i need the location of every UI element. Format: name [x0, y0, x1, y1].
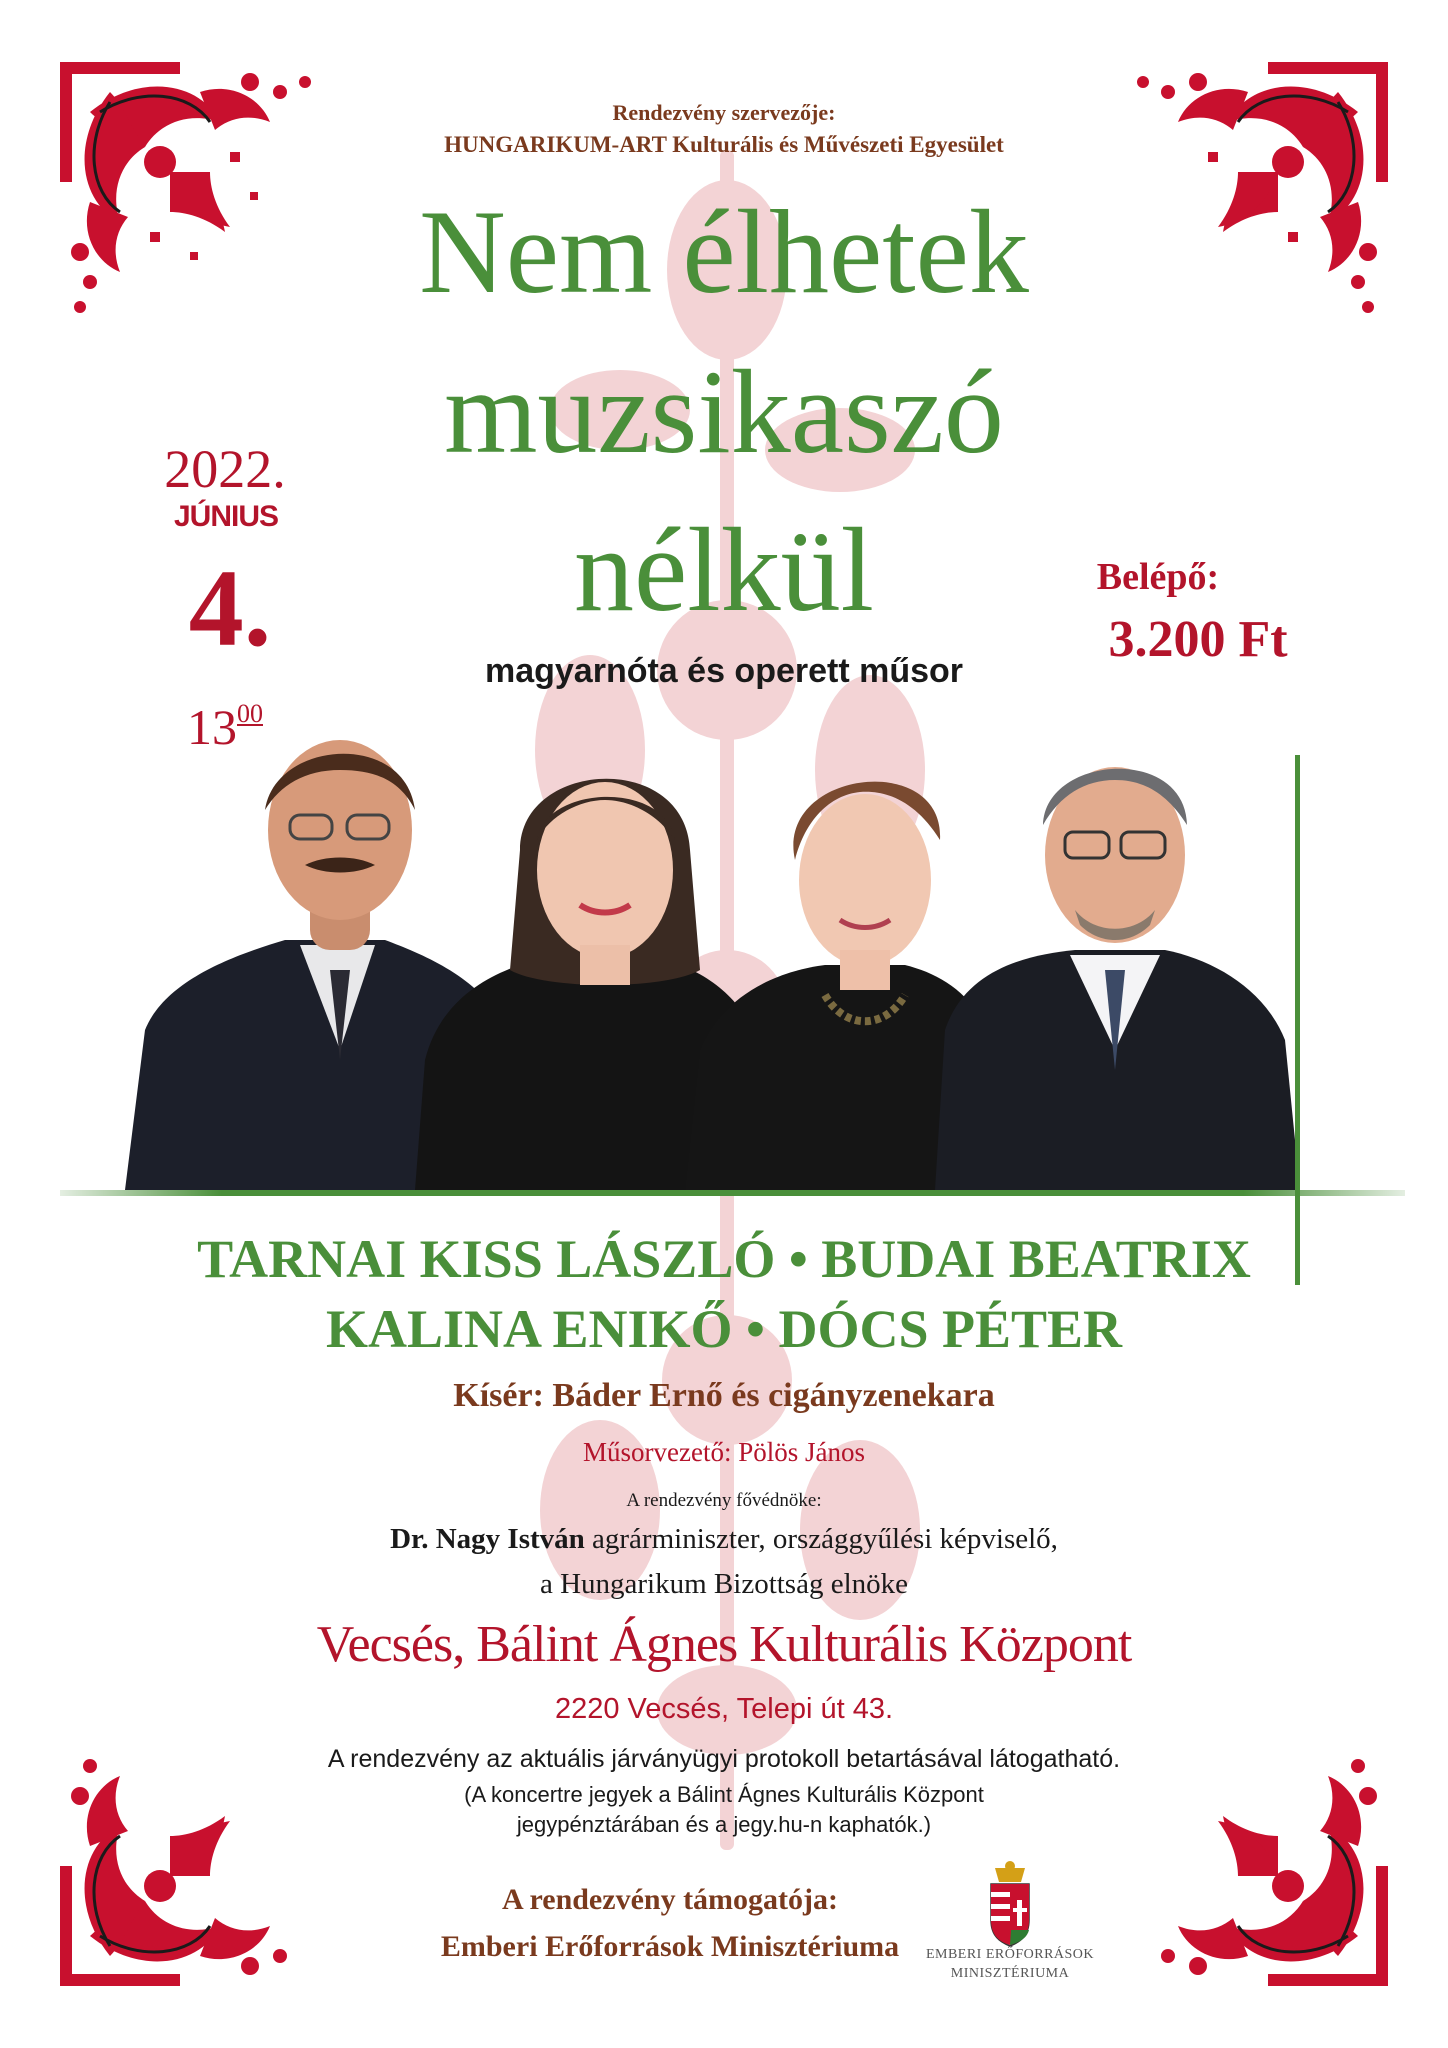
event-subtitle: magyarnóta és operett műsor — [484, 652, 964, 690]
green-horizontal-divider — [60, 1190, 1405, 1196]
performers-photo — [125, 730, 1305, 1190]
organizer-label: Rendezvény szervezője: — [612, 100, 836, 125]
tickets-note-line-1: (A koncertre jegyek a Bálint Ágnes Kulturális Központ — [464, 1782, 984, 1807]
host: Műsorvezető: Pölös János — [583, 1437, 865, 1467]
event-title-line-1: Nem élhetek — [419, 185, 1029, 318]
tickets-note-line-2: jegypénztárában és a jegy.hu-n kaphatók.) — [516, 1812, 932, 1837]
performers-line-1: TARNAI KISS LÁSZLÓ • BUDAI BEATRIX — [197, 1229, 1251, 1289]
ministry-logo-line-2: MINISZTÉRIUMA — [950, 1966, 1070, 1981]
patron-label: A rendezvény fővédnöke: — [626, 1490, 822, 1511]
protocol-note: A rendezvény az aktuális járványügyi protokoll betartásával látogatható. — [327, 1745, 1121, 1773]
green-vertical-divider — [1295, 755, 1300, 1285]
entry-price: 3.200 Ft — [1108, 611, 1288, 668]
patron-name: Dr. Nagy István — [390, 1523, 585, 1555]
event-title-line-3: nélkül — [574, 503, 874, 636]
venue-address: 2220 Vecsés, Telepi út 43. — [554, 1693, 894, 1725]
entry-label: Belépő: — [1096, 556, 1220, 598]
performer-photo-4 — [935, 767, 1300, 1190]
accompaniment: Kísér: Báder Ernő és cigányzenekara — [453, 1377, 995, 1414]
ministry-logo-line-1: EMBERI ERŐFORRÁSOK — [925, 1947, 1095, 1962]
sponsor-name: Emberi Erőforrások Minisztériuma — [440, 1930, 900, 1963]
date-year: 2022. — [164, 439, 286, 499]
patron-line — [0, 1523, 1448, 1556]
start-time-minutes: 00 — [237, 699, 263, 728]
performers-line-2: KALINA ENIKŐ • DÓCS PÉTER — [325, 1299, 1123, 1359]
sponsor-label: A rendezvény támogatója: — [501, 1883, 839, 1916]
patron-title-line-2: a Hungarikum Bizottság elnöke — [539, 1568, 909, 1600]
organizer-name: HUNGARIKUM-ART Kulturális és Művészeti Egyesület — [444, 132, 1004, 157]
date-day: 4. — [188, 547, 272, 669]
folk-corner-ornament-bottom-right — [1098, 1696, 1398, 1996]
event-title-line-2: muzsikaszó — [444, 345, 1004, 478]
hungarian-coat-of-arms-icon — [925, 1860, 1095, 2010]
patron-title: agrárminiszter, országgyűlési képviselő, — [584, 1523, 1058, 1555]
venue-name: Vecsés, Bálint Ágnes Kulturális Központ — [316, 1616, 1132, 1673]
start-time-hour: 13 — [187, 699, 237, 755]
date-month: JÚNIUS — [173, 500, 279, 533]
folk-corner-ornament-bottom-left — [50, 1696, 350, 1996]
